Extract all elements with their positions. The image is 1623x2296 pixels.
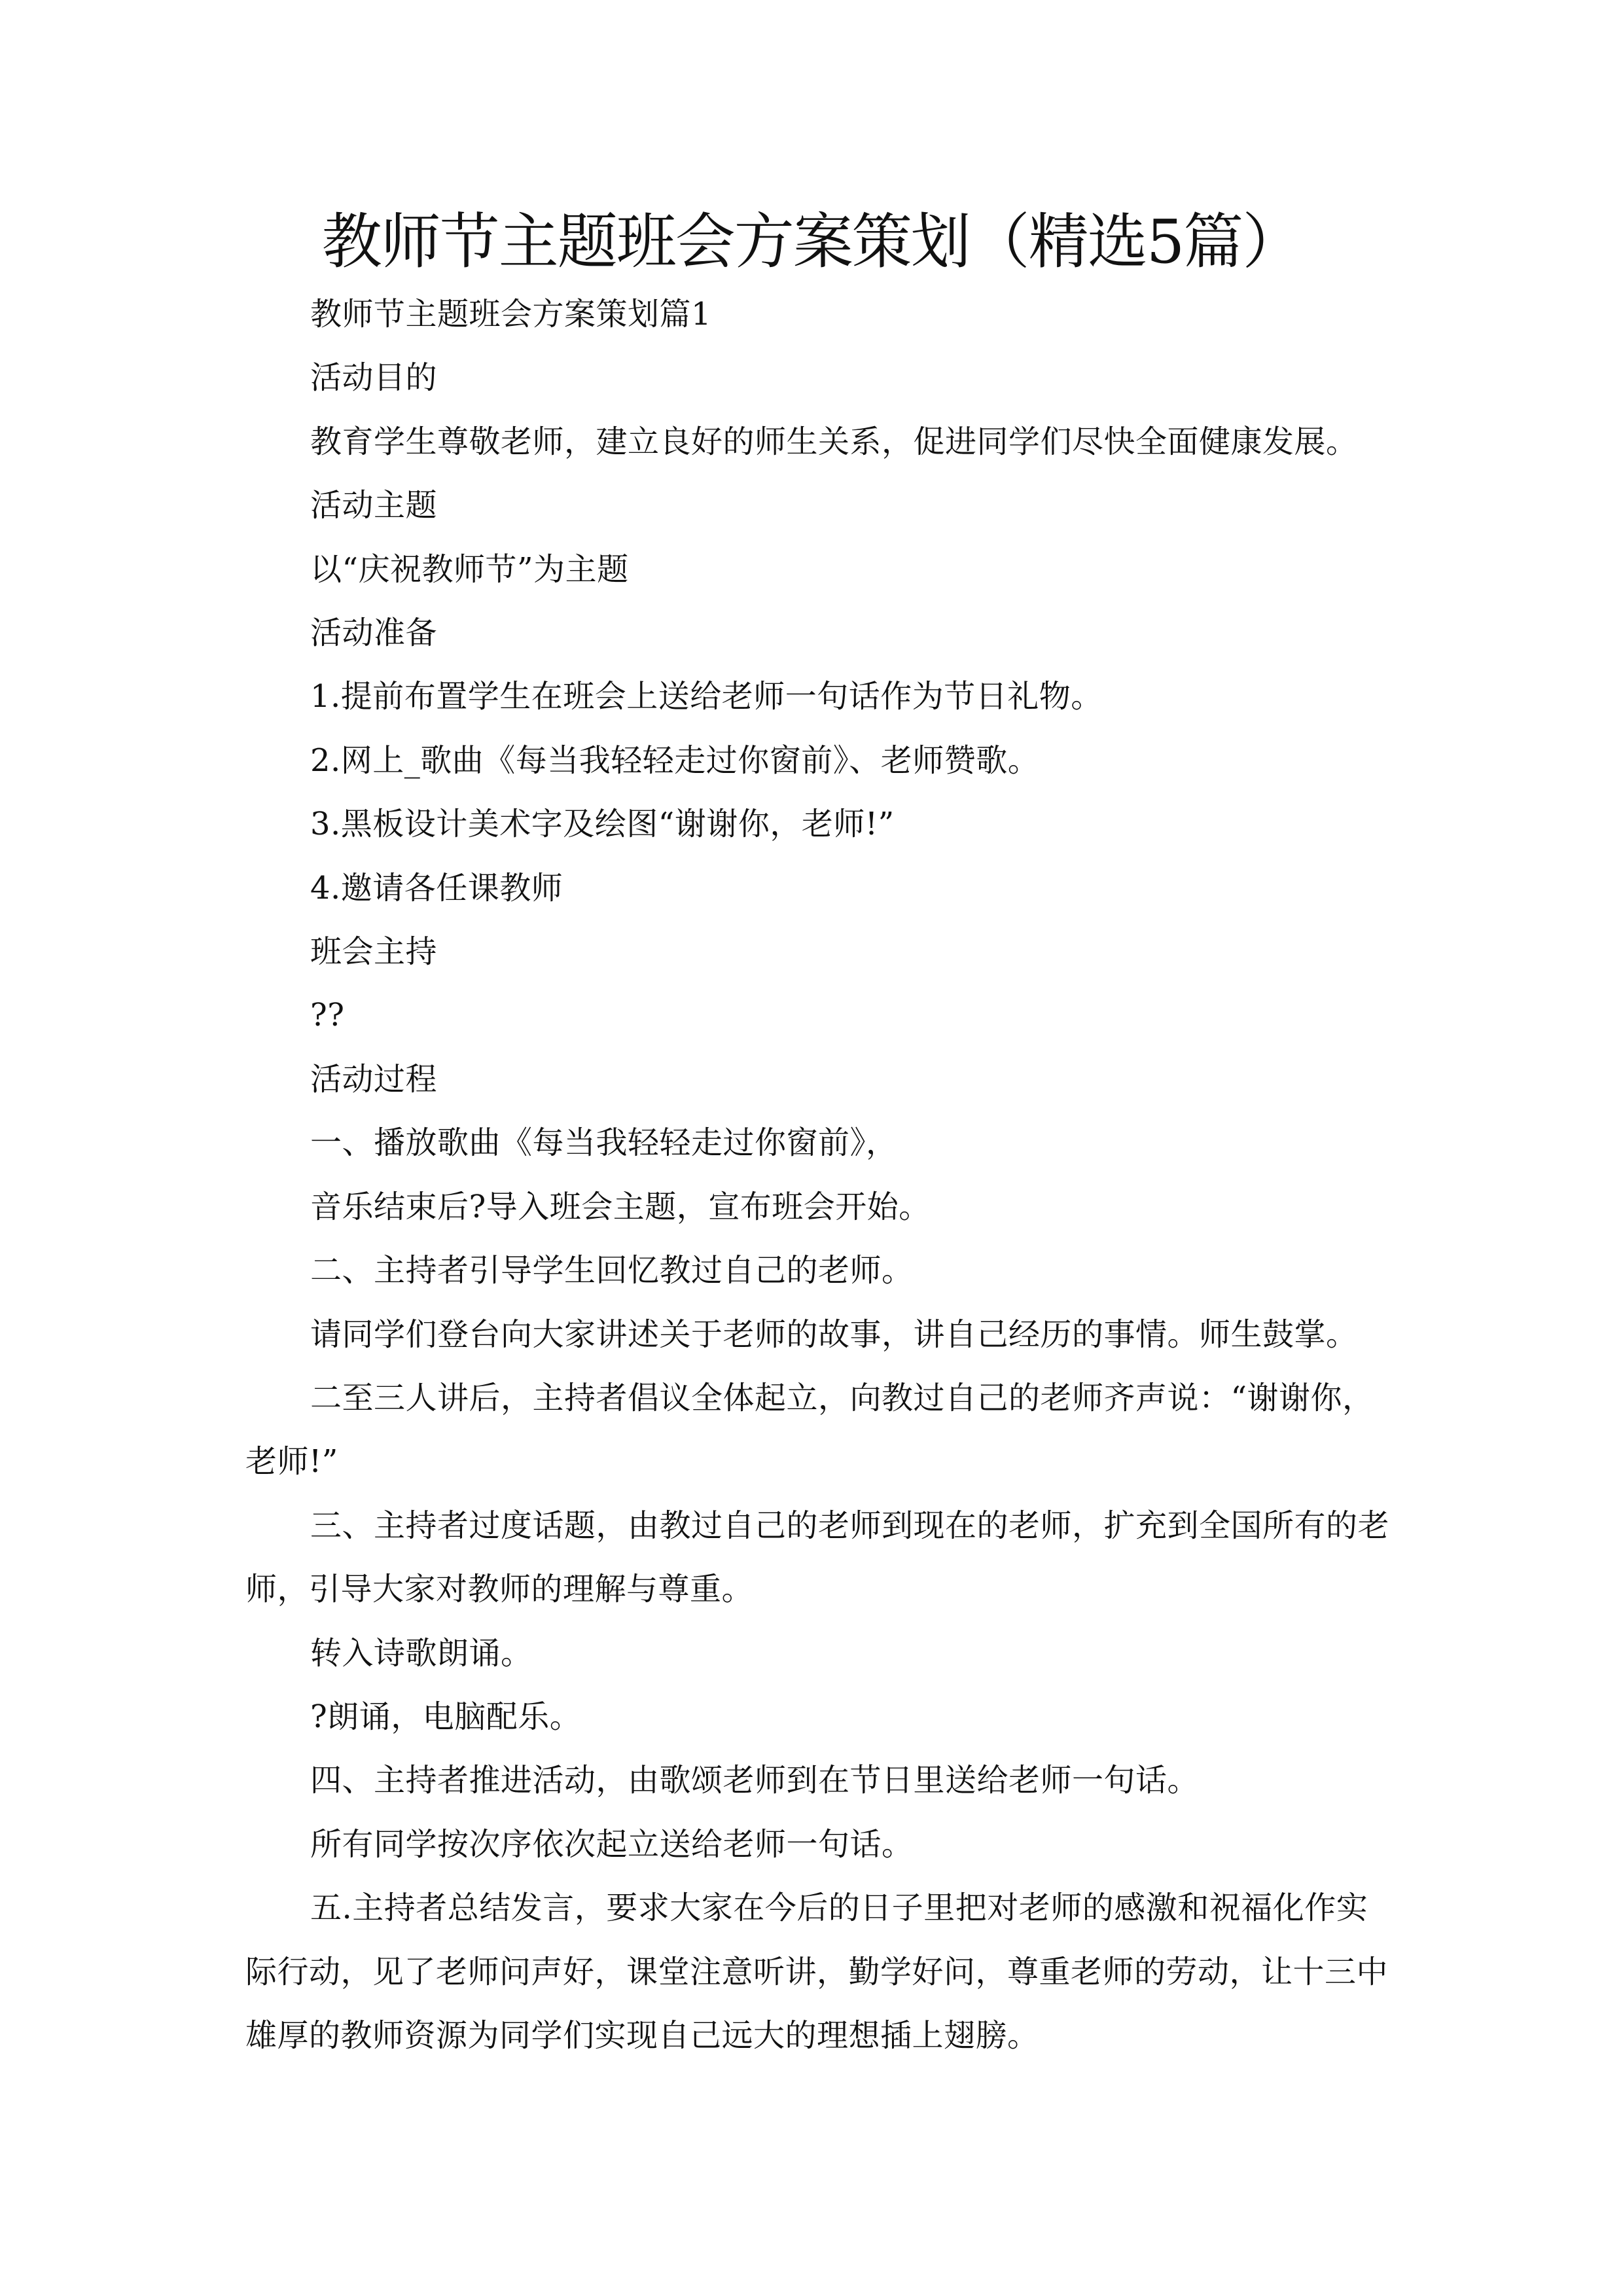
paragraph: 请同学们登台向大家讲述关于老师的故事，讲自己经历的事情。师生鼓掌。 bbox=[310, 1316, 1358, 1353]
paragraph: 以“庆祝教师节”为主题 bbox=[310, 550, 629, 588]
paragraph: 班会主持 bbox=[310, 933, 438, 971]
section-heading: 教师节主题班会方案策划篇1 bbox=[310, 296, 712, 332]
paragraph: 活动准备 bbox=[310, 615, 438, 652]
paragraph: 转入诗歌朗诵。 bbox=[310, 1634, 533, 1672]
document-title: 教师节主题班会方案策划（精选5篇） bbox=[321, 207, 1302, 277]
paragraph: 2.网上_歌曲《每当我轻轻走过你窗前》、老师赞歌。 bbox=[310, 742, 1040, 779]
paragraph: 4.邀请各任课教师 bbox=[310, 869, 563, 906]
paragraph: ?朗诵，电脑配乐。 bbox=[310, 1698, 582, 1735]
paragraph: 五.主持者总结发言，要求大家在今后的日子里把对老师的感激和祝福化作实际行动，见了老师问声好，课堂注意听讲，勤学好问，尊重老师的劳动，让十三中雄厚的教师资源为同学们实现自己远大的理想插上翅膀。 bbox=[245, 1890, 1389, 2054]
paragraph: ?? bbox=[310, 997, 345, 1034]
paragraph: 活动主题 bbox=[310, 487, 438, 524]
paragraph: 三、主持者过度话题，由教过自己的老师到现在的老师，扩充到全国所有的老师，引导大家对教师的理解与尊重。 bbox=[245, 1507, 1390, 1608]
paragraph: 四、主持者推进活动，由歌颂老师到在节日里送给老师一句话。 bbox=[310, 1762, 1200, 1799]
paragraph: 教育学生尊敬老师，建立良好的师生关系，促进同学们尽快全面健康发展。 bbox=[310, 423, 1358, 460]
paragraph: 二、主持者引导学生回忆教过自己的老师。 bbox=[310, 1252, 914, 1289]
paragraph: 音乐结束后?导入班会主题，宣布班会开始。 bbox=[310, 1188, 931, 1225]
paragraph: 所有同学按次序依次起立送给老师一句话。 bbox=[310, 1825, 914, 1863]
paragraph: 3.黑板设计美术字及绘图“谢谢你，老师!” bbox=[310, 806, 895, 843]
document-page bbox=[0, 203, 1623, 2068]
paragraph: 活动过程 bbox=[310, 1060, 438, 1098]
paragraph: 二至三人讲后，主持者倡议全体起立，向教过自己的老师齐声说：“谢谢你，老师!” bbox=[245, 1379, 1374, 1480]
paragraph: 活动目的 bbox=[310, 359, 438, 397]
document-body bbox=[245, 283, 1399, 2068]
paragraph: 一、播放歌曲《每当我轻轻走过你窗前》， bbox=[310, 1124, 898, 1162]
paragraph: 1.提前布置学生在班会上送给老师一句话作为节日礼物。 bbox=[310, 678, 1103, 715]
